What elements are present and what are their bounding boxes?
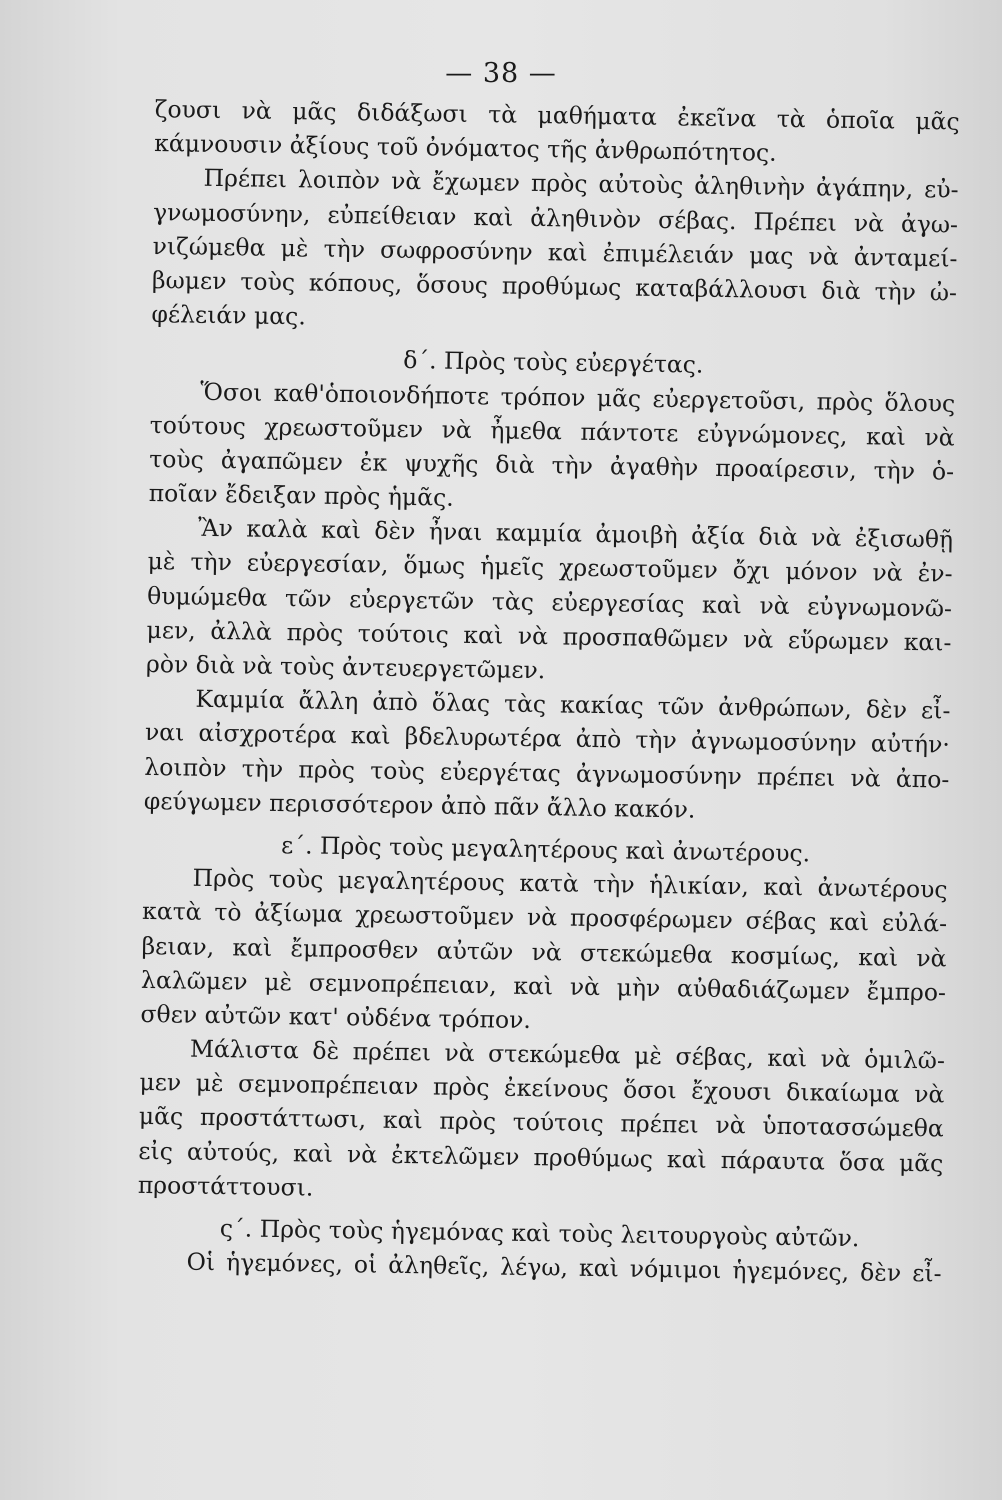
text-line: θυμώμεθα τῶν εὐεργετῶν τὰς εὐεργεσίας καὶ νὰ εὐγνωμονῶ- <box>146 581 953 623</box>
text-line: κατὰ τὸ ἀξίωμα χρεωστοῦμεν νὰ προσφέρωμεν σέβας καὶ εὐλά- <box>141 897 948 938</box>
text-line: Ἂν καλὰ καὶ δὲν ἦναι καμμία ἀμοιβὴ ἀξία διὰ νὰ ἐξισωθῇ <box>197 513 954 554</box>
text-line: Πρὸς τοὺς μεγαλητέρους κατὰ τὴν ἡλικίαν, καὶ ἀνωτέρους <box>192 863 948 904</box>
text-line: νιζώμεθα μὲ τὴν σωφροσύνην καὶ ἐπιμέλειάν μας νὰ ἀνταμεί- <box>152 231 958 273</box>
text-line: Ὅσοι καθ'ὁποιονδήποτε τρόπον μᾶς εὐεργετοῦσι, πρὸς ὅλους <box>200 377 956 418</box>
section-heading: ε΄. Πρὸς τοὺς μεγαλητέρους καὶ ἀνωτέρους. <box>280 831 811 868</box>
text-line: τούτους χρεωστοῦμεν νὰ ἦμεθα πάντοτε εὐγνώμονες, καὶ νὰ <box>149 410 955 452</box>
text-line: Οἱ ἡγεμόνες, οἱ ἀληθεῖς, λέγω, καὶ νόμιμοι ἡγεμόνες, δὲν εἶ- <box>186 1247 942 1288</box>
text-line: Πρέπει λοιπὸν νὰ ἔχωμεν πρὸς αὐτοὺς ἀληθινὴν ἀγάπην, εὐ- <box>203 164 959 205</box>
text-line: τοὺς ἀγαπῶμεν ἐκ ψυχῆς διὰ τὴν ἀγαθὴν προαίρεσιν, τὴν ὁ- <box>149 444 955 486</box>
text-line: ζουσι νὰ μᾶς διδάξωσι τὰ μαθήματα ἐκεῖνα τὰ ὁποῖα μᾶς <box>154 94 960 136</box>
text-line: φέλειάν μας. <box>151 300 307 331</box>
section-heading: δ΄. Πρὸς τοὺς εὐεργέτας. <box>403 346 704 379</box>
text-line: προστάττουσι. <box>137 1170 314 1202</box>
text-line: μὲ τὴν εὐεργεσίαν, ὅμως ἡμεῖς χρεωστοῦμεν ὄχι μόνον νὰ ἐν- <box>147 547 953 589</box>
text-line: φεύγωμεν περισσότερον ἀπὸ πᾶν ἄλλο κακόν. <box>143 786 696 824</box>
text-line: σθεν αὐτῶν κατ' οὐδένα τρόπον. <box>140 999 532 1034</box>
text-line: λοιπὸν τὴν πρὸς τοὺς εὐεργέτας ἀγνωμοσύνην πρέπει νὰ ἀπο- <box>144 752 950 794</box>
text-line: μᾶς προστάττωσι, καὶ πρὸς τούτοις πρέπει νὰ ὑποτασσώμεθα <box>138 1102 945 1143</box>
text-line: Μάλιστα δὲ πρέπει νὰ στεκώμεθα μὲ σέβας, καὶ νὰ ὁμιλῶ- <box>189 1034 946 1075</box>
text-line: βωμεν τοὺς κόπους, ὅσους προθύμως καταβάλλουσι διὰ τὴν ὠ- <box>151 265 958 307</box>
text-line: κάμνουσιν ἀξίους τοῦ ὀνόματος τῆς ἀνθρωπότητος. <box>153 129 777 167</box>
text-line: ποῖαν ἔδειξαν πρὸς ἡμᾶς. <box>148 479 454 512</box>
text-line: μεν μὲ σεμνοπρέπειαν πρὸς ἐκείνους ὅσοι ἔχουσι δικαίωμα νὰ <box>139 1068 945 1109</box>
text-line: ρὸν διὰ νὰ τοὺς ἀντευεργετῶμεν. <box>145 649 546 685</box>
text-line: Καμμία ἄλλη ἀπὸ ὅλας τὰς κακίας τῶν ἀνθρώπων, δὲν εἶ- <box>195 684 951 725</box>
body-text <box>136 92 960 1291</box>
text-line: μεν, ἀλλὰ πρὸς τούτοις καὶ νὰ προσπαθῶμεν νὰ εὕρωμεν και- <box>146 615 952 657</box>
page-number: — 38 — <box>445 58 557 89</box>
text-line: ναι αἰσχροτέρα καὶ βδελυρωτέρα ἀπὸ τὴν ἀγνωμοσύνην αὐτήν· <box>144 718 951 759</box>
text-line: γνωμοσύνην, εὐπείθειαν καὶ ἀληθινὸν σέβας. Πρέπει νὰ ἀγω- <box>152 197 959 239</box>
text-line: εἰς αὐτούς, καὶ νὰ ἐκτελῶμεν προθύμως καὶ πάραυτα ὅσα μᾶς <box>138 1136 944 1178</box>
text-line: λαλῶμεν μὲ σεμνοπρέπειαν, καὶ νὰ μὴν αὐθαδιάζωμεν ἔμπρο- <box>140 965 947 1007</box>
text-line: βειαν, καὶ ἔμπροσθεν αὐτῶν νὰ στεκώμεθα κοσμίως, καὶ νὰ <box>141 931 947 973</box>
section-heading: ς΄. Πρὸς τοὺς ἡγεμόνας καὶ τοὺς λειτουργοὺς αὐτῶν. <box>219 1214 860 1253</box>
